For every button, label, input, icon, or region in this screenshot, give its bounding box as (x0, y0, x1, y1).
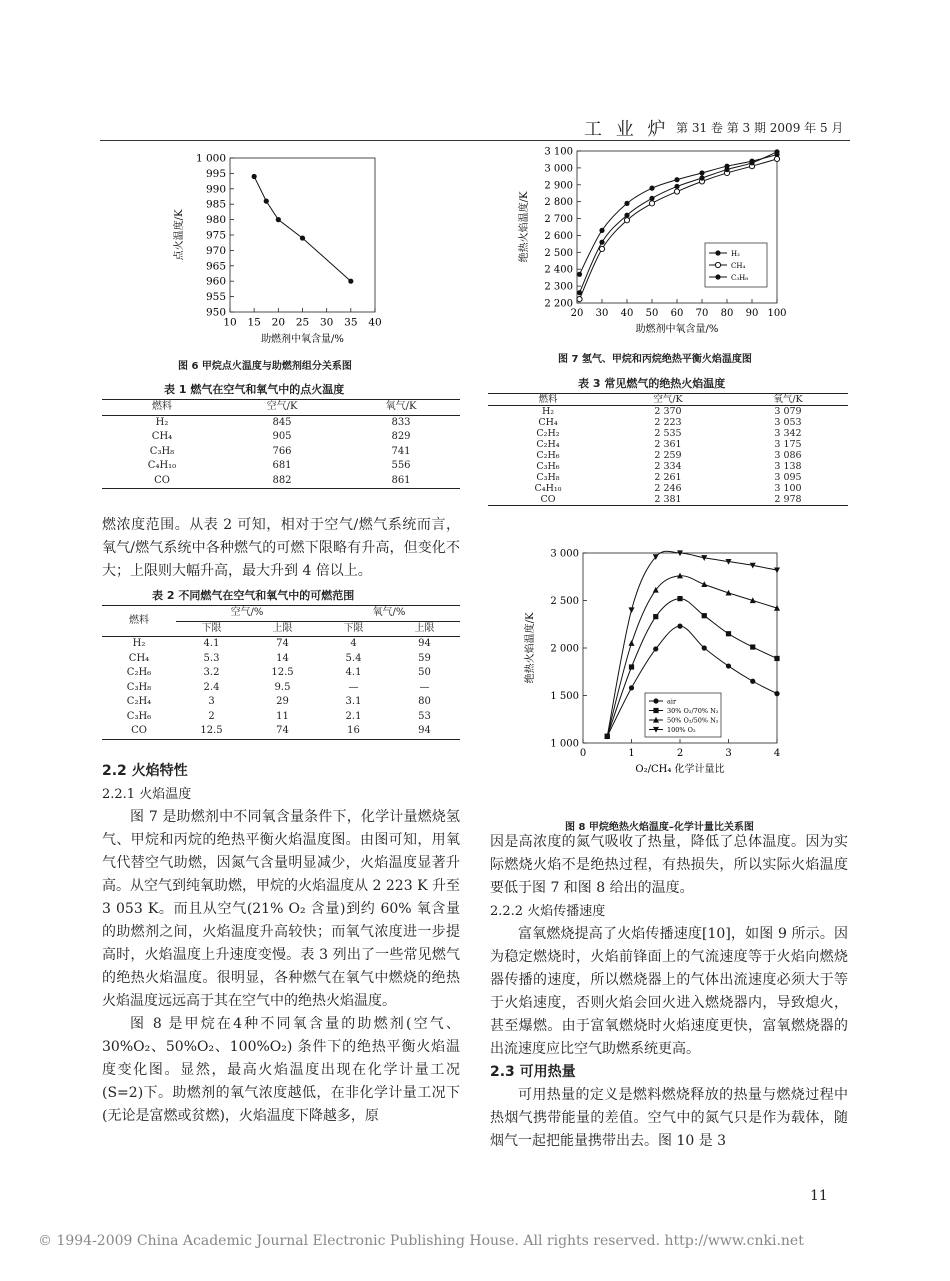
data-point (649, 201, 654, 206)
table-cell: 2 223 (654, 417, 682, 428)
table-cell: 681 (272, 460, 292, 471)
x-tick-label: 30 (319, 316, 334, 329)
x-tick-label: 20 (271, 316, 286, 329)
x-tick-label: 10 (223, 316, 237, 329)
data-point (774, 156, 779, 161)
table-cell: 2 361 (654, 439, 682, 450)
x-tick-label: 1 (628, 748, 635, 759)
left-p2-text: 图 7 是助燃剂中不同氧含量条件下，化学计量燃烧氢气、甲烷和丙烷的绝热平衡火焰温度图。由图可知，用氧气代替空气助燃，因氮气含量明显减少，火焰温度显著升高。从空气到纯氧助燃，甲烷的火焰温度从 2 223 K 升至 3 053 K。而且从空气(21% O₂ 含量)到约 60% 氧含量的助燃剂之间，火焰温度升高较快；而氧气浓度进一步提高时，火焰温度上升速度变慢。表 3 列出了一些常见燃气的绝热火焰温度。很明显，各种燃气在氧气中燃烧的绝热火焰温度远远高于其在空气中的绝热火焰温度。 (102, 809, 460, 1009)
table-cell: H₂ (541, 406, 555, 417)
table2-header-oxygen: 氧气/% (318, 606, 460, 622)
table3-header-air: 空气/K (608, 394, 728, 406)
x-axis-label: 助燃剂中氧含量/% (635, 324, 719, 335)
right-p2-text: 富氧燃烧提高了火焰传播速度[10]，如图 9 所示。因为稳定燃烧时，火焰前锋面上的气流速度等于火焰向燃烧器传播的速度，所以燃烧器上的气体出流速度必须大于等于火焰速度，否则火焰会回火进入燃烧器内，导致熄火，甚至爆燃。由于富氧燃烧时火焰速度更快，富氧燃烧器的出流速度应比空气助燃系统更高。 (490, 926, 848, 1057)
table-cell: C₃H₆ (126, 710, 152, 722)
table-cell: 3 (208, 696, 215, 707)
table-cell: 556 (391, 460, 411, 471)
table-cell: CO (488, 494, 608, 506)
copyright-footer: © 1994-2009 China Academic Journal Electronic Publishing House. All rights reserved. http://www.cnki.net (38, 1233, 804, 1249)
y-tick-label: 990 (205, 183, 226, 196)
data-point (624, 213, 629, 218)
y-tick-label: 960 (205, 275, 226, 288)
table-cell: 2 978 (728, 494, 848, 506)
y-axis-label: 绝热火焰温度/K (525, 612, 536, 684)
y-tick-label: 955 (205, 291, 226, 304)
y-tick-label: 950 (205, 306, 226, 319)
table2-header-fuel: 燃料 (102, 606, 176, 637)
y-axis-label: 绝热火焰温度/K (519, 191, 530, 263)
table-cell: CO (102, 474, 222, 489)
table-cell: 50 (418, 667, 431, 678)
table2-header-oxy-low: 下限 (318, 621, 389, 637)
table-cell: H₂ (132, 638, 146, 649)
table-row (488, 428, 848, 439)
legend-marker (653, 698, 658, 703)
table-cell: 2.4 (203, 681, 220, 693)
x-tick-label: 20 (570, 308, 584, 319)
fig8-chart (505, 545, 805, 820)
y-tick-label: 985 (205, 198, 226, 211)
table-cell: 74 (247, 724, 318, 739)
table-cell: C₃H₈ (536, 472, 560, 483)
table-row (488, 406, 848, 418)
data-point (726, 663, 731, 668)
table-cell: 94 (389, 724, 460, 739)
table3-header-oxygen: 氧气/K (728, 394, 848, 406)
table-row (102, 474, 460, 489)
left-p1-text: 燃浓度范围。从表 2 可知，相对于空气/燃气系统而言，氧气/燃气系统中各种燃气的可燃下限略有升高，但变化不大；上限则大幅升高，最大升到 4 倍以上。 (102, 517, 460, 579)
table-cell: C₄H₁₀ (534, 483, 562, 494)
legend-label: H₂ (731, 250, 740, 258)
data-point (264, 199, 269, 204)
table-cell: CH₄ (151, 431, 173, 442)
table-cell: 53 (418, 710, 431, 722)
y-tick-label: 2 400 (544, 264, 573, 276)
right-body (490, 831, 848, 1153)
table-cell: 14 (276, 652, 289, 664)
table3-title: 表 3 常见燃气的绝热火焰温度 (578, 377, 726, 390)
data-point (674, 184, 679, 189)
legend-marker (653, 708, 658, 713)
table-cell: 3 053 (774, 417, 802, 428)
table-cell: 829 (391, 431, 411, 442)
series-line-1 (254, 176, 351, 281)
table-row (102, 652, 460, 667)
table-row (102, 430, 460, 445)
data-point (629, 685, 634, 690)
legend-label: C₃H₈ (731, 274, 749, 282)
table-cell: 766 (272, 445, 292, 457)
table2-header-air-low: 下限 (176, 621, 247, 637)
table-cell: C₂H₆ (126, 667, 152, 678)
y-tick-label: 2 900 (544, 180, 573, 192)
data-point (624, 201, 629, 206)
left-body (102, 760, 460, 1128)
table-cell: CO (102, 724, 176, 739)
table-cell: 29 (276, 696, 289, 707)
y-tick-label: 2 200 (544, 298, 573, 310)
y-tick-label: 1 000 (550, 738, 579, 750)
table-cell: 2 246 (654, 483, 682, 494)
table-cell: 905 (272, 431, 292, 442)
table-row (488, 439, 848, 450)
data-point (653, 614, 658, 619)
table-cell: 2 381 (608, 494, 728, 506)
y-axis-label: 点火温度/K (174, 209, 185, 261)
table-cell: 3 138 (774, 461, 802, 472)
table-cell: 2 259 (654, 450, 682, 461)
legend-label: 100% O₂ (667, 726, 696, 735)
table2-header-oxy-high: 上限 (389, 621, 460, 637)
table-cell: 3 086 (774, 450, 802, 461)
data-point (629, 607, 635, 613)
legend-label: 50% O₂/50% N₂ (667, 716, 719, 725)
table-row (488, 483, 848, 494)
table-cell: 12.5 (176, 724, 247, 739)
x-axis-label: 助燃剂中氧含量/% (261, 334, 344, 345)
table-cell: 833 (391, 416, 411, 428)
data-point (749, 160, 754, 165)
data-point (774, 656, 779, 661)
table-cell: 12.5 (271, 667, 294, 678)
table-row (102, 724, 460, 739)
table1-header-oxygen: 氧气/K (342, 400, 460, 416)
y-tick-label: 1 000 (195, 152, 226, 165)
table-cell: 2 334 (654, 461, 682, 472)
table-cell: 80 (418, 696, 431, 707)
x-axis-label: O₂/CH₄ 化学计量比 (635, 764, 725, 775)
table-row (488, 494, 848, 506)
data-point (577, 272, 582, 277)
y-tick-label: 3 000 (550, 548, 579, 560)
y-tick-label: 995 (205, 167, 226, 180)
y-tick-label: 970 (205, 244, 226, 257)
data-point (276, 217, 281, 222)
data-point (629, 664, 634, 669)
y-tick-label: 2 000 (550, 643, 579, 655)
legend-label: 30% O₂/70% N₂ (667, 707, 719, 716)
legend-marker (715, 274, 720, 279)
table-cell: 3 079 (774, 406, 802, 417)
table-row (102, 445, 460, 460)
x-tick-label: 15 (247, 316, 261, 329)
fig6-caption: 图 6 甲烷点火温度与助燃剂组分关系图 (178, 361, 352, 372)
fig7-chart (505, 145, 805, 350)
x-tick-label: 90 (745, 308, 759, 319)
data-point (724, 167, 729, 172)
table-cell: CH₄ (538, 417, 558, 428)
data-point (649, 186, 654, 191)
data-point (774, 568, 780, 574)
table-cell: C₃H₈ (126, 681, 152, 693)
data-point (577, 297, 582, 302)
fig8-plot-group (523, 549, 780, 776)
table-cell: 9.5 (274, 681, 291, 693)
section-2-2-heading: 2.2 火焰特性 (102, 763, 188, 779)
y-tick-label: 3 100 (544, 146, 573, 158)
data-point (750, 644, 755, 649)
table-cell: C₂H₄ (536, 439, 560, 450)
table-row (102, 459, 460, 474)
table-row (102, 666, 460, 681)
data-point (674, 189, 679, 194)
data-point (699, 170, 704, 175)
x-tick-label: 0 (579, 748, 587, 759)
journal-name: 工 业 炉 (584, 119, 670, 140)
table-cell: 2 370 (654, 406, 682, 417)
fig8-caption: 图 8 甲烷绝热火焰温度–化学计量比关系图 (565, 822, 754, 833)
table-cell: 5.4 (345, 652, 362, 664)
table-cell: 845 (272, 416, 292, 428)
table-cell: 741 (391, 445, 411, 457)
table-row (102, 695, 460, 710)
table-cell: 3.1 (345, 696, 362, 707)
table-cell: C₂H₂ (536, 428, 560, 439)
x-tick-label: 35 (344, 316, 358, 329)
y-tick-label: 2 500 (550, 596, 579, 607)
plot-frame (230, 158, 375, 312)
table-cell: C₃H₈ (149, 445, 175, 457)
subsection-2-2-1-heading: 2.2.1 火焰温度 (102, 787, 192, 802)
data-point (300, 235, 305, 240)
table-row (102, 637, 460, 652)
table-cell: 4.1 (203, 638, 220, 649)
x-tick-label: 3 (725, 748, 732, 759)
table-row (102, 415, 460, 430)
table-cell: 2.1 (345, 710, 362, 722)
data-point (653, 646, 658, 651)
table-cell: 3 100 (774, 483, 802, 494)
x-tick-label: 50 (645, 308, 659, 319)
data-point (750, 679, 755, 684)
page-number: 11 (810, 1188, 828, 1204)
table2-header-air-high: 上限 (247, 621, 318, 637)
table-row (488, 461, 848, 472)
table-cell: 3 095 (774, 472, 802, 483)
table-cell: 4.1 (345, 667, 362, 678)
data-point (599, 240, 604, 245)
x-tick-label: 2 (676, 748, 684, 759)
table1-title: 表 1 燃气在空气和氧气中的点火温度 (164, 383, 345, 396)
right-p1-text: 因是高浓度的氮气吸收了热量，降低了总体温度。因为实际燃烧火焰不是绝热过程，有热损失，所以实际火焰温度要低于图 7 和图 8 给出的温度。 (490, 834, 848, 896)
table-cell: — (419, 681, 430, 693)
table1-header-fuel: 燃料 (102, 400, 222, 416)
left-paragraph-1 (102, 514, 460, 583)
table-row (488, 450, 848, 461)
fig6-chart (160, 148, 420, 358)
data-point (252, 174, 257, 179)
legend-marker (715, 250, 720, 255)
data-point (599, 228, 604, 233)
table3 (488, 393, 848, 506)
y-tick-label: 1 500 (550, 691, 579, 702)
table-cell: 74 (276, 638, 289, 649)
legend-marker (715, 262, 720, 267)
table-cell: 882 (222, 474, 342, 489)
table-cell: 59 (418, 652, 431, 664)
data-point (702, 613, 707, 618)
table-cell: 94 (418, 638, 431, 649)
data-point (649, 196, 654, 201)
data-point (577, 290, 582, 295)
table-cell: 11 (276, 710, 289, 722)
legend-label: air (667, 697, 677, 706)
table2 (102, 605, 460, 740)
x-tick-label: 40 (368, 316, 382, 329)
fig6-plot-group (172, 153, 382, 346)
x-tick-label: 25 (295, 316, 310, 329)
section-2-3-heading: 2.3 可用热量 (490, 1064, 576, 1080)
table-cell: H₂ (155, 416, 169, 428)
data-point (677, 596, 682, 601)
issue-info: 第 31 卷 第 3 期 2009 年 5 月 (676, 121, 844, 135)
data-point (348, 279, 353, 284)
data-point (699, 175, 704, 180)
table-row (102, 681, 460, 696)
data-point (599, 246, 604, 251)
data-point (774, 691, 779, 696)
fig7-caption: 图 7 氢气、甲烷和丙烷绝热平衡火焰温度图 (558, 354, 752, 365)
data-point (674, 177, 679, 182)
right-p3-text: 可用热量的定义是燃料燃烧释放的热量与燃烧过程中热烟气携带能量的差值。空气中的氮气只是作为载体，随烟气一起把能量携带出去。图 10 是 3 (490, 1087, 848, 1149)
data-point (629, 640, 635, 646)
subsection-2-2-2-heading: 2.2.2 火焰传播速度 (490, 904, 606, 919)
table1 (102, 399, 460, 489)
legend-label: CH₄ (731, 262, 746, 270)
header-rule (100, 140, 850, 141)
table-cell: C₂H₄ (126, 696, 152, 707)
table-cell: 4 (350, 638, 357, 649)
left-p3-text: 图 8 是甲烷在4种不同氧含量的助燃剂(空气、30%O₂、50%O₂、100%O₂) 条件下的绝热平衡火焰温度变化图。显然，最高火焰温度出现在化学计量工况(S=2)下。助燃剂的氧气浓度越低，在非化学计量工况下(无论是富燃或贫燃)，火焰温度下降越多，原 (102, 1016, 460, 1124)
x-tick-label: 70 (695, 308, 709, 319)
table-row (488, 472, 848, 483)
data-point (702, 645, 707, 650)
y-tick-label: 3 000 (544, 163, 573, 175)
table-cell: 2 261 (654, 472, 682, 483)
table-cell: 2 535 (654, 428, 682, 439)
fig7-plot-group (517, 147, 787, 336)
table-cell: CH₄ (128, 652, 150, 664)
table-cell: C₃H₆ (536, 461, 560, 472)
data-point (774, 149, 779, 154)
data-point (624, 218, 629, 223)
table-cell: C₄H₁₀ (147, 460, 177, 471)
y-tick-label: 2 700 (544, 214, 573, 226)
x-tick-label: 40 (620, 308, 634, 319)
y-tick-label: 980 (205, 214, 226, 227)
data-point (677, 624, 682, 629)
table-cell: 3 342 (774, 428, 802, 439)
x-tick-label: 4 (773, 748, 781, 759)
table1-header-air: 空气/K (222, 400, 342, 416)
table-cell: 16 (318, 724, 389, 739)
table-cell: 861 (342, 474, 460, 489)
x-tick-label: 80 (720, 308, 734, 319)
x-tick-label: 60 (670, 308, 684, 319)
data-point (726, 631, 731, 636)
y-tick-label: 2 500 (544, 247, 573, 259)
table2-title: 表 2 不同燃气在空气和氧气中的可燃范围 (152, 589, 355, 602)
table-row (488, 417, 848, 428)
y-tick-label: 2 300 (544, 281, 573, 293)
table-cell: 2 (208, 710, 215, 722)
table-cell: 5.3 (203, 652, 220, 664)
table-cell: 3 175 (774, 439, 802, 450)
table2-header-air: 空气/% (176, 606, 318, 622)
y-tick-label: 975 (205, 229, 226, 242)
x-tick-label: 100 (767, 308, 787, 319)
table-row (102, 710, 460, 725)
table-cell: — (348, 681, 359, 693)
y-tick-label: 2 800 (544, 197, 573, 209)
table3-header-fuel: 燃料 (488, 394, 608, 406)
table-cell: C₂H₆ (536, 450, 560, 461)
x-tick-label: 30 (595, 308, 609, 319)
table-cell: 3.2 (203, 667, 220, 678)
y-tick-label: 965 (205, 260, 226, 273)
y-tick-label: 2 600 (544, 230, 573, 242)
